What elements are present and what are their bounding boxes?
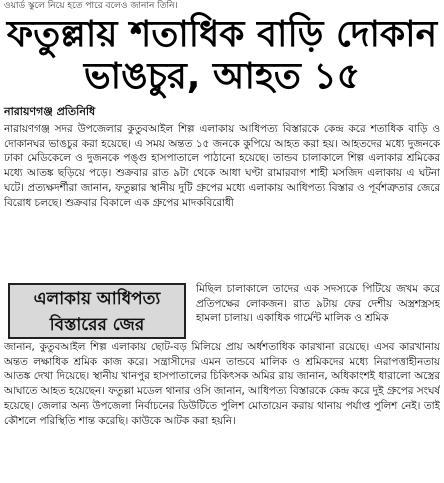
headline: [6, 14, 438, 98]
article-paragraph-2: মিছিল চালাকালে তাদের এক সদস্যকে পিটিয়ে জখম করে প্রতিপক্ষের লোকজন। রাত ৯টায় ফের দেশীয় অস্ত্রশস্ত্রসহ হামলা চালায়। একাধিক গার্মেন্ট মালিক ও শ্রমিক: [196, 283, 440, 325]
article-paragraph-1: নারায়ণগঞ্জ সদর উপজেলার কুতুবআইল শিল্প এলাকায় আধিপত্য বিস্তারকে কেন্দ্র করে শতাধিক বাড়ি ও দোকানঘর ভাঙচুর করা হয়েছে। এ সময় অন্তত ১৫ জনকে কুপিয়ে আহত করা হয়। আহতদের মধ্যে দুজনকে ঢাকা মেডিকেলে ও দুজনকে পঙ্গু হাসপাতালে পাঠানো হয়েছে। তান্ডব চালাকালে শিল্প এলাকার শ্রমিকের মধ্যে আতঙ্ক ছড়িয়ে পড়ে। শুক্রবার রাত ৯টা থেকে আধা ঘণ্টা রামারবাগ শাহী মসজিদ এলাকায় এ ঘটনা ঘটে। প্রত্যক্ষদর্শীরা জানান, ফতুল্লার স্থানীয় দুটি গ্রুপের মধ্যে এলাকায় আধিপত্য বিস্তার ও পূর্বশত্রুতার জেরে বিরোধ চলছে। শুক্রবার বিকালে এক গ্রুপের মাদকবিরোধী: [4, 123, 440, 209]
previous-article-fragment: ওয়ার্ড স্কুলে নিয়ে হতে পারে বলেও জানান তিনি।: [4, 1, 178, 11]
subheading-box: [8, 283, 186, 339]
byline: নারায়ণগঞ্জ প্রতিনিধি: [4, 105, 96, 118]
headline-line-2: ভাঙচুর, আহত ১৫: [83, 56, 361, 97]
subheading-line-1: এলাকায় আধিপত্য: [33, 289, 161, 309]
headline-line-1: ফতুল্লায় শতাধিক বাড়ি দোকান: [6, 14, 438, 55]
article-paragraph-3: জানান, কুতুবআইল শিল্প এলাকায় ছোট-বড় মিলিয়ে প্রায় অর্ধশতাধিক কারখানা রয়েছে। এসব কারখানায় অন্তত লক্ষাধিক শ্রমিক কাজ করে। সন্ত্রাসীদের এমন তান্ডবে মালিক ও শ্রমিকদের মধ্যে নিরাপত্তাহীনতায় আতঙ্ক দেখা দিয়েছে। স্থানীয় খানপুর হাসপাতালের চিকিৎসক অমির রায় জানান, অধিকাংশই ধারালো অস্ত্রের আঘাতে আহত হয়েছেন। ফতুল্লা মডেল থানার ওসি জানান, আধিপত্য বিস্তারকে কেন্দ্র করে দুই গ্রুপের সংঘর্ষ হয়েছে। জেলার অন্য উপজেলা নির্বাচনের ডিউটিতে পুলিশ মোতায়েন করায় থানায় পর্যাপ্ত পুলিশ নেই। তাই কৌশলে পরিস্থিতি শান্ত করেছি। কাউকে আটক করা হয়নি।: [4, 341, 440, 427]
subheading-line-2: বিস্তারের জের: [49, 315, 145, 335]
